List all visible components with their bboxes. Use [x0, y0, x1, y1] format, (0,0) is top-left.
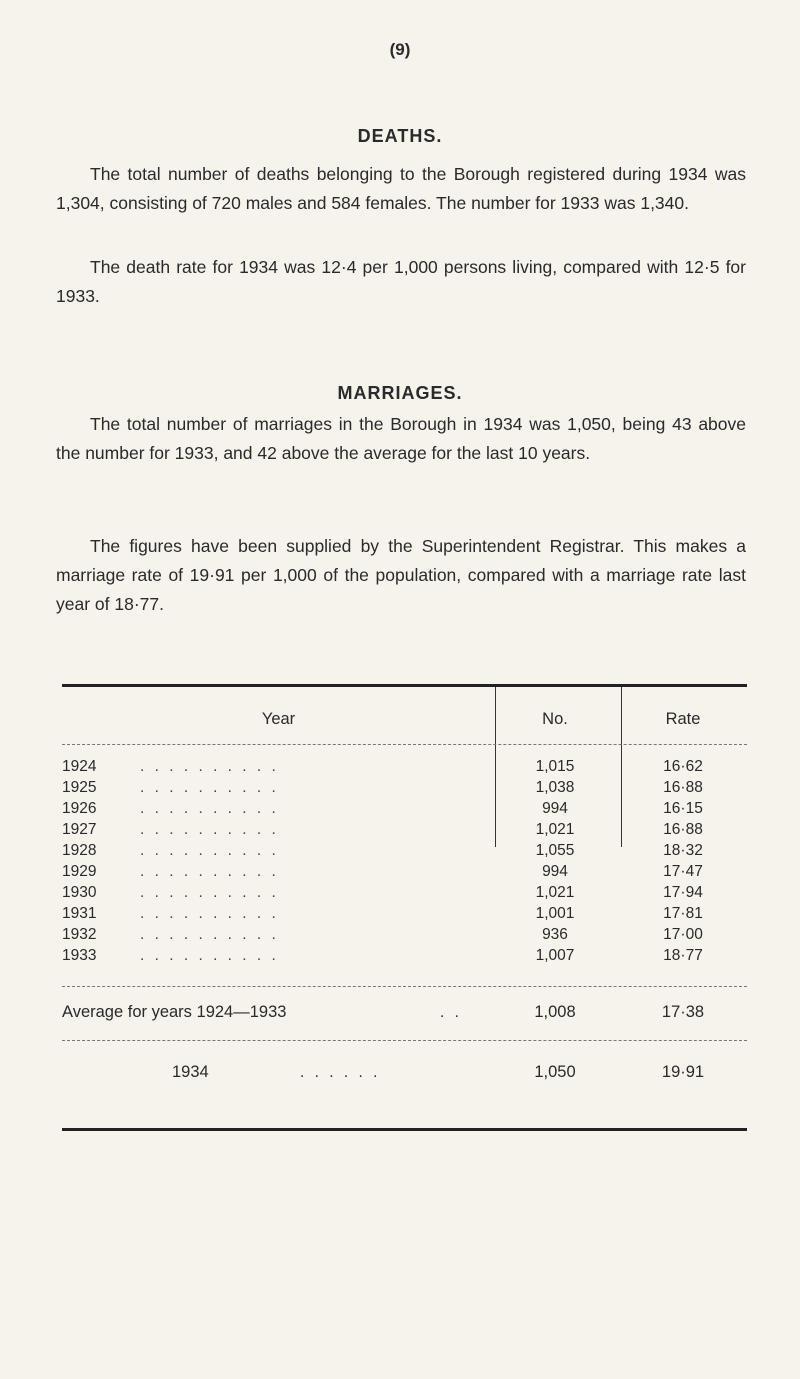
deaths-paragraph-1: [56, 160, 746, 218]
row-year: 1932: [62, 926, 97, 943]
deaths-paragraph-2: [56, 253, 746, 311]
row-rate: 18·77: [663, 947, 703, 964]
row-leader: . . . . . . . . . .: [140, 821, 279, 838]
average-label: Average for years 1924—1933: [62, 1003, 287, 1021]
table-top-rule: [62, 684, 747, 687]
marriages-paragraph-2: [56, 532, 746, 619]
header-rule: [62, 744, 747, 745]
row-rate: 16·62: [663, 758, 703, 775]
row-leader: . . . . . . . . . .: [140, 842, 279, 859]
row-no: 1,001: [535, 905, 575, 922]
marriages-paragraph-1-text: The total number of marriages in the Borough in 1934 was 1,050, being 43 above the number for 1933, and 42 above the average for the last 10 years.: [56, 414, 746, 463]
row-no: 1,021: [535, 821, 575, 838]
row-year: 1930: [62, 884, 97, 901]
average-leader: . .: [440, 1004, 462, 1021]
row-no: 1,015: [535, 758, 575, 775]
row-year: 1927: [62, 821, 97, 838]
table-bottom-rule: [62, 1128, 747, 1131]
row-leader: . . . . . . . . . .: [140, 800, 279, 817]
deaths-heading: DEATHS.: [357, 126, 443, 146]
row-leader: . . . . . . . . . .: [140, 926, 279, 943]
row-no: 1,007: [535, 947, 575, 964]
row-rate: 17·00: [663, 926, 703, 943]
row-year: 1924: [62, 758, 97, 775]
marriages-heading: MARRIAGES.: [337, 383, 463, 403]
row-no: 994: [542, 863, 568, 880]
average-row: [0, 1002, 800, 1026]
average-rule-bottom: [62, 1040, 747, 1041]
table-row: [0, 924, 800, 945]
row-rate: 17·81: [663, 905, 703, 922]
row-rate: 16·88: [663, 821, 703, 838]
row-leader: . . . . . . . . . .: [140, 758, 279, 775]
row-year: 1931: [62, 905, 97, 922]
header-no: No.: [542, 710, 568, 728]
row-leader: . . . . . . . . . .: [140, 884, 279, 901]
row-year: 1928: [62, 842, 97, 859]
row-no: 1,055: [535, 842, 575, 859]
current-year-row: [0, 1062, 800, 1086]
deaths-paragraph-1-text: The total number of deaths belonging to the Borough registered during 1934 was 1,304, consisting of 720 males and 584 females. The number for 1933 was 1,340.: [56, 164, 746, 213]
header-year: Year: [261, 710, 296, 728]
table-row: [0, 840, 800, 861]
current-rate: 19·91: [661, 1063, 705, 1081]
current-year: 1934: [172, 1063, 209, 1081]
row-rate: 16·15: [663, 800, 703, 817]
row-leader: . . . . . . . . . .: [140, 779, 279, 796]
row-year: 1933: [62, 947, 97, 964]
marriages-paragraph-1: [56, 410, 746, 468]
row-rate: 18·32: [663, 842, 703, 859]
table-row: [0, 798, 800, 819]
table-row: [0, 945, 800, 966]
row-leader: . . . . . . . . . .: [140, 863, 279, 880]
deaths-paragraph-2-text: The death rate for 1934 was 12·4 per 1,000 persons living, compared with 12·5 for 1933.: [56, 257, 746, 306]
row-year: 1926: [62, 800, 97, 817]
marriages-paragraph-2-text: The figures have been supplied by the Superintendent Registrar. This makes a marriage rate of 19·91 per 1,000 of the population, compared with a marriage rate last year of 18·77.: [56, 536, 746, 614]
page-number: (9): [389, 40, 411, 59]
table-row: [0, 861, 800, 882]
row-leader: . . . . . . . . . .: [140, 947, 279, 964]
row-no: 994: [542, 800, 568, 817]
header-rate: Rate: [665, 710, 701, 728]
row-leader: . . . . . . . . . .: [140, 905, 279, 922]
table-row: [0, 903, 800, 924]
average-no: 1,008: [534, 1003, 576, 1021]
row-rate: 16·88: [663, 779, 703, 796]
row-no: 936: [542, 926, 568, 943]
current-leader: . . . . . .: [300, 1064, 381, 1081]
row-rate: 17·94: [663, 884, 703, 901]
table-row: [0, 777, 800, 798]
row-no: 1,021: [535, 884, 575, 901]
table-row: [0, 756, 800, 777]
table-row: [0, 819, 800, 840]
average-rate: 17·38: [661, 1003, 705, 1021]
average-rule-top: [62, 986, 747, 987]
row-year: 1925: [62, 779, 97, 796]
row-year: 1929: [62, 863, 97, 880]
current-no: 1,050: [534, 1063, 576, 1081]
table-row: [0, 882, 800, 903]
row-no: 1,038: [535, 779, 575, 796]
row-rate: 17·47: [663, 863, 703, 880]
